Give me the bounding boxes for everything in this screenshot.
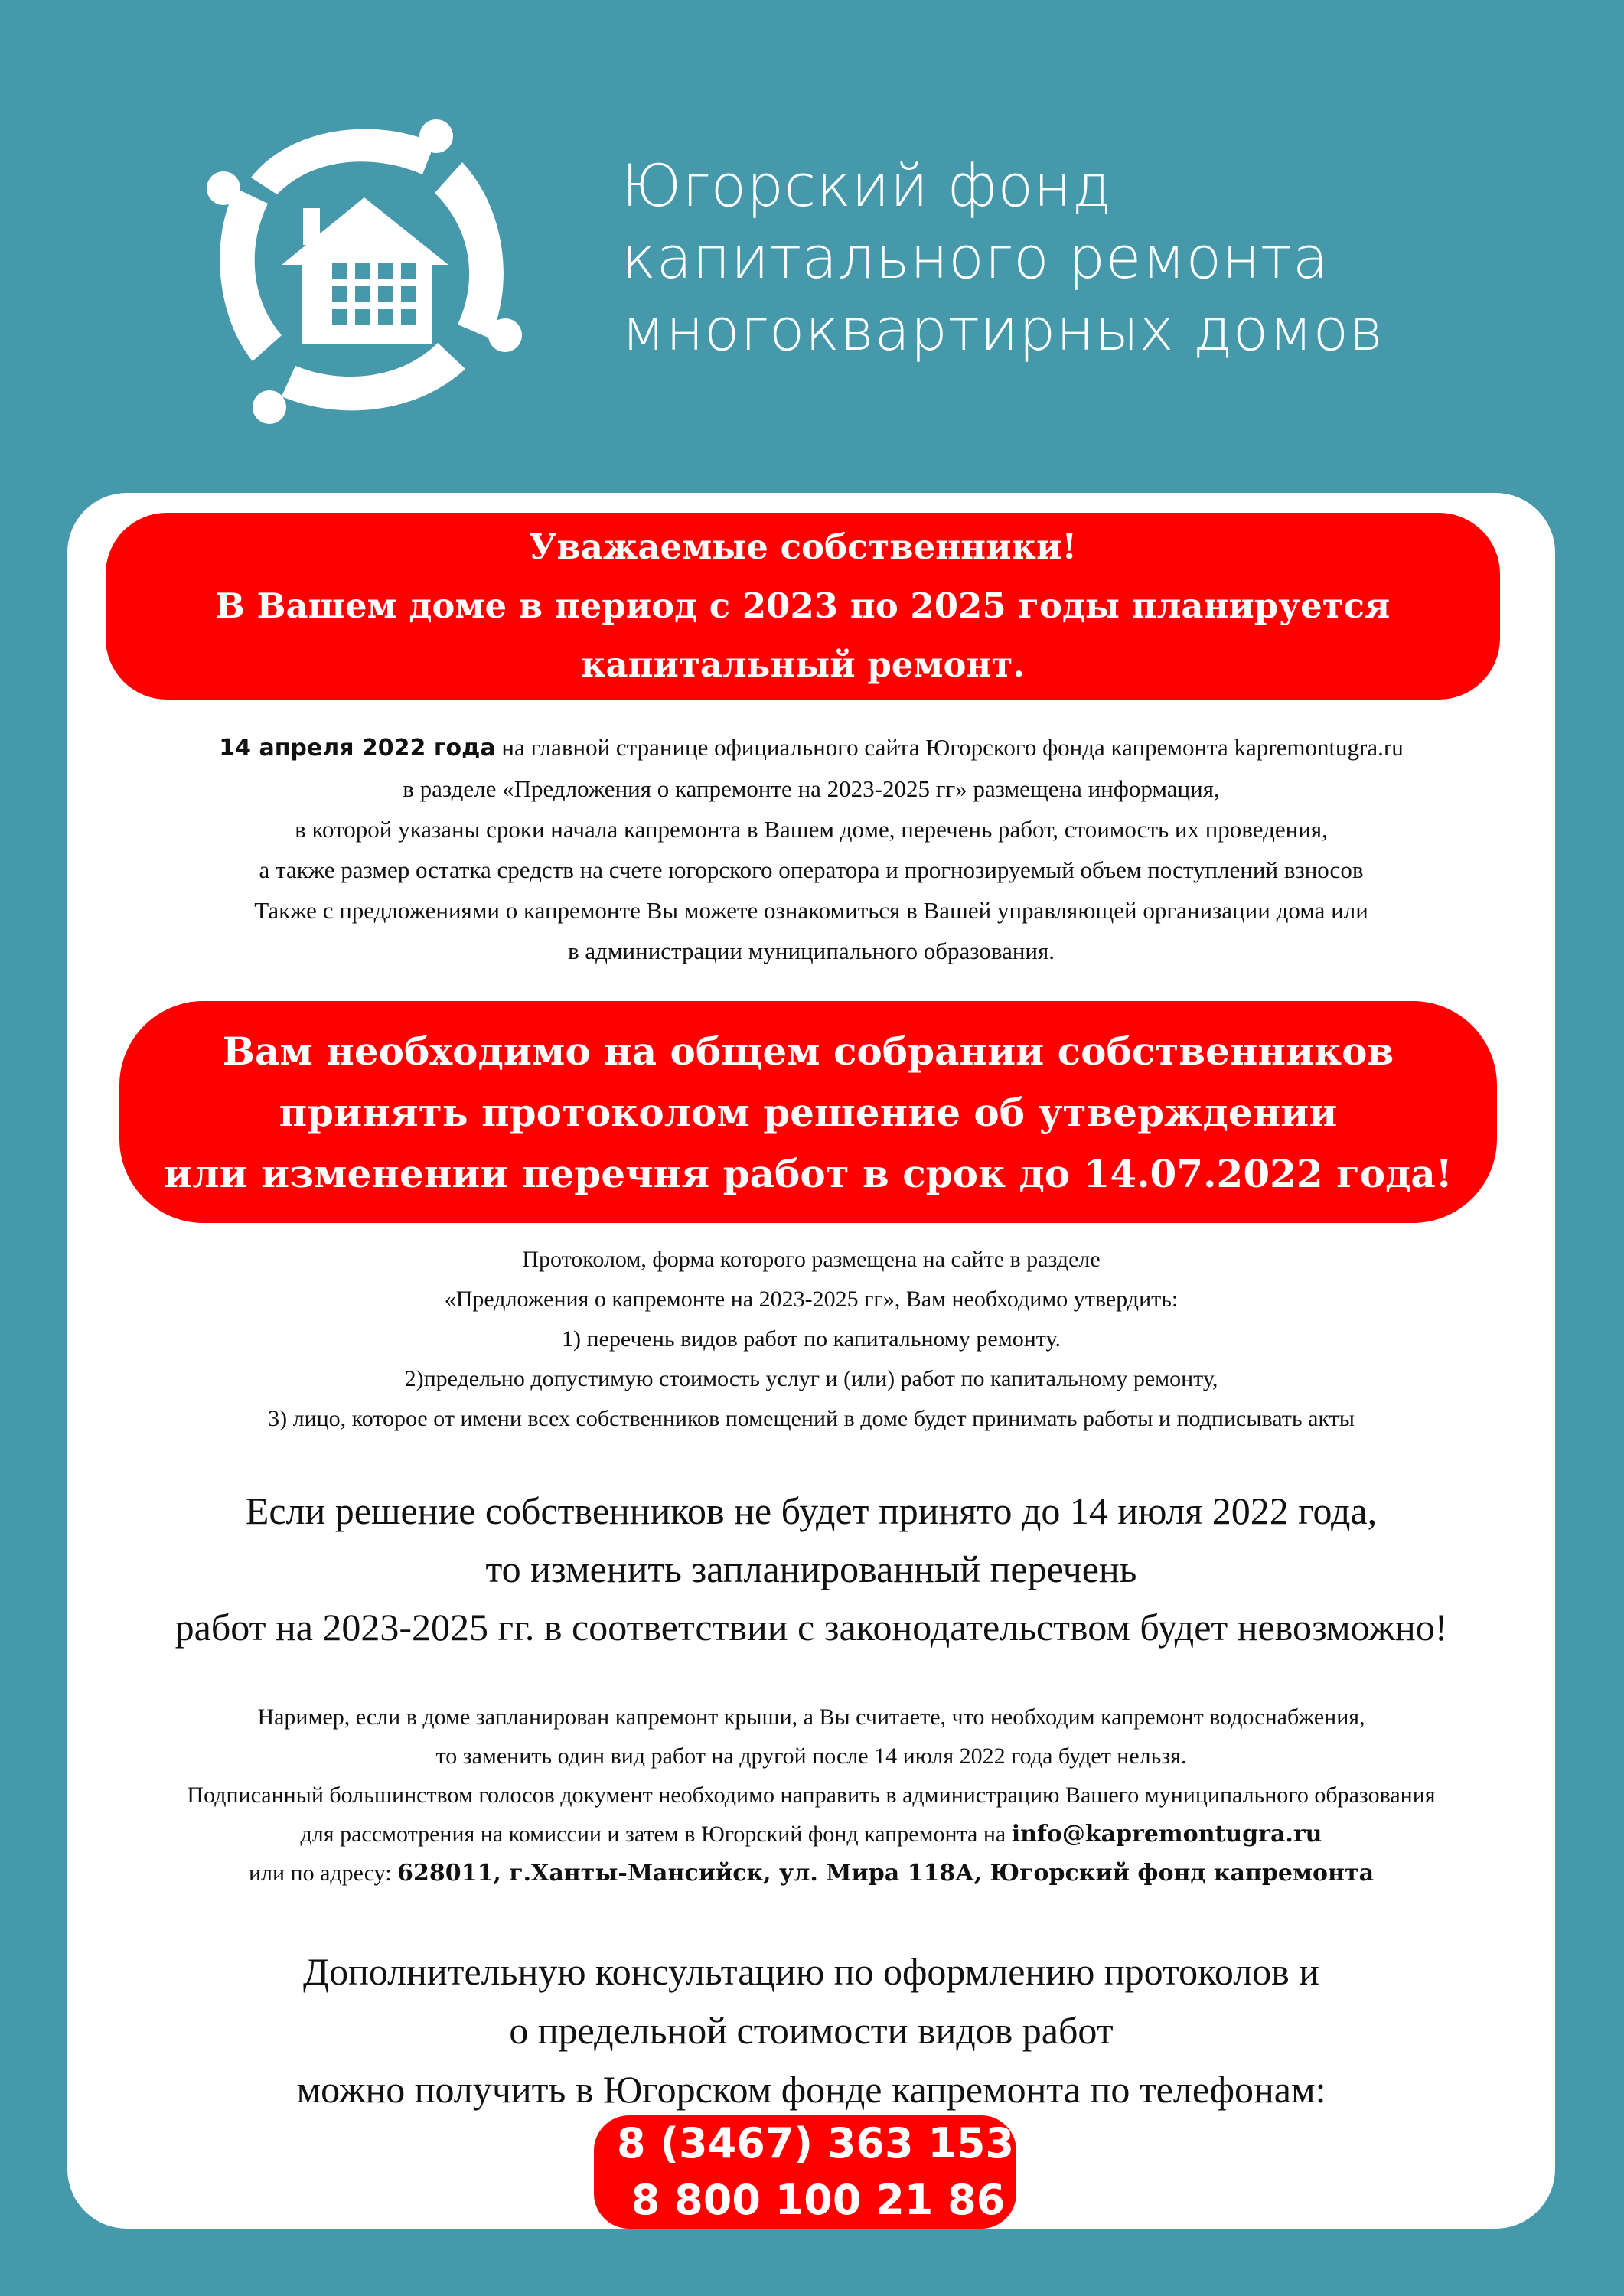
warning-line: то изменить запланированный перечень — [485, 1548, 1137, 1590]
example-line — [67, 1815, 1555, 1854]
deadline-banner — [119, 1001, 1497, 1223]
warning-line: Если решение собственников не будет принято до 14 июля 2022 года, — [245, 1489, 1378, 1532]
consult-line: о предельной стоимости видов работ — [509, 2009, 1114, 2052]
example-line-prefix: или по адресу: — [248, 1861, 398, 1886]
email-link[interactable]: info@kapremontugra.ru — [1011, 1821, 1322, 1848]
intro-line: в которой указаны сроки начала капремонта в Вашем доме, перечень работ, стоимость их проведения, — [295, 816, 1328, 843]
protocol-line: «Предложения о капремонте на 2023-2025 гг», Вам необходимо утвердить: — [444, 1287, 1179, 1312]
intro-line: Также с предложениями о капремонте Вы можете ознакомиться в Вашей управляющей организации дома или — [254, 897, 1368, 924]
protocol-line: 1) перечень видов работ по капитальному ремонту. — [562, 1326, 1061, 1352]
protocol-line: Протоколом, форма которого размещена на сайте в разделе — [522, 1247, 1101, 1272]
banner-line: капитальный ремонт. — [580, 644, 1026, 685]
example-line-prefix: для рассмотрения на комиссии и затем в Югорский фонд капремонта на — [300, 1821, 1012, 1847]
example-line — [67, 1854, 1555, 1893]
consult-line: Дополнительную консультацию по оформлению протоколов и — [302, 1950, 1320, 1993]
banner-line: принять протоколом решение об утверждении — [279, 1090, 1338, 1135]
org-name-line: капитального ремонта — [621, 223, 1329, 292]
intro-line: а также размер остатка средств на счете югорского оператора и прогнозируемый объем поступлений взносов — [259, 856, 1364, 883]
protocol-line: 3) лицо, которое от имени всех собственников помещений в доме будет принимать работы и подписывать акты — [268, 1406, 1355, 1431]
org-name-line: Югорский фонд — [621, 152, 1112, 220]
banner-line: Вам необходимо на общем собрании собственников — [222, 1029, 1394, 1074]
example-line: Наример, если в доме запланирован капремонт крыши, а Вы считаете, что необходим капремонт водоснабжения, — [257, 1704, 1365, 1730]
intro-date: 14 апреля 2022 года — [219, 735, 496, 762]
example-line: Подписанный большинством голосов документ необходимо направить в администрацию Вашего муниципального образования — [187, 1782, 1436, 1808]
phone-numbers-box — [594, 2115, 1016, 2229]
banner-line: или изменении перечня работ в срок до 14.07.2022 года! — [164, 1151, 1453, 1196]
intro-paragraph — [67, 727, 1555, 971]
example-paragraph — [67, 1698, 1555, 1893]
header — [0, 0, 1624, 490]
postal-address: 628011, г.Ханты-Мансийск, ул. Мира 118А, Югорский фонд капремонта — [397, 1860, 1375, 1887]
intro-line: в администрации муниципального образования. — [567, 938, 1055, 964]
phone-number[interactable]: 8 (3467) 363 153 — [617, 2119, 1015, 2167]
example-line: то заменить один вид работ на другой после 14 июля 2022 года будет нельзя. — [435, 1743, 1187, 1769]
org-name-line: многоквартирных домов — [621, 295, 1384, 364]
banner-line: Уважаемые собственники! — [528, 527, 1078, 567]
warning-line: работ на 2023-2025 гг. в соответствии с законодательством будет невозможно! — [174, 1606, 1448, 1649]
banner-line: В Вашем доме в период с 2023 по 2025 годы планируется — [215, 585, 1391, 626]
warning-paragraph — [67, 1482, 1555, 1656]
intro-line-rest: на главной странице официального сайта Югорского фонда капремонта kapremontugra.ru — [495, 734, 1404, 761]
house-in-circle-of-people-icon — [205, 109, 523, 427]
consult-line: можно получить в Югорском фонде капремонта по телефонам: — [296, 2068, 1326, 2111]
announcement-banner — [106, 513, 1500, 700]
intro-line: в разделе «Предложения о капремонте на 2023-2025 гг» размещена информация, — [403, 775, 1220, 802]
intro-line — [67, 727, 1555, 768]
organization-name — [621, 150, 1384, 366]
protocol-line: 2)предельно допустимую стоимость услуг и (или) работ по капитальному ремонту, — [404, 1366, 1218, 1391]
protocol-paragraph — [67, 1240, 1555, 1439]
phone-number[interactable]: 8 800 100 21 86 — [617, 2176, 1006, 2224]
consultation-paragraph — [67, 1942, 1555, 2119]
